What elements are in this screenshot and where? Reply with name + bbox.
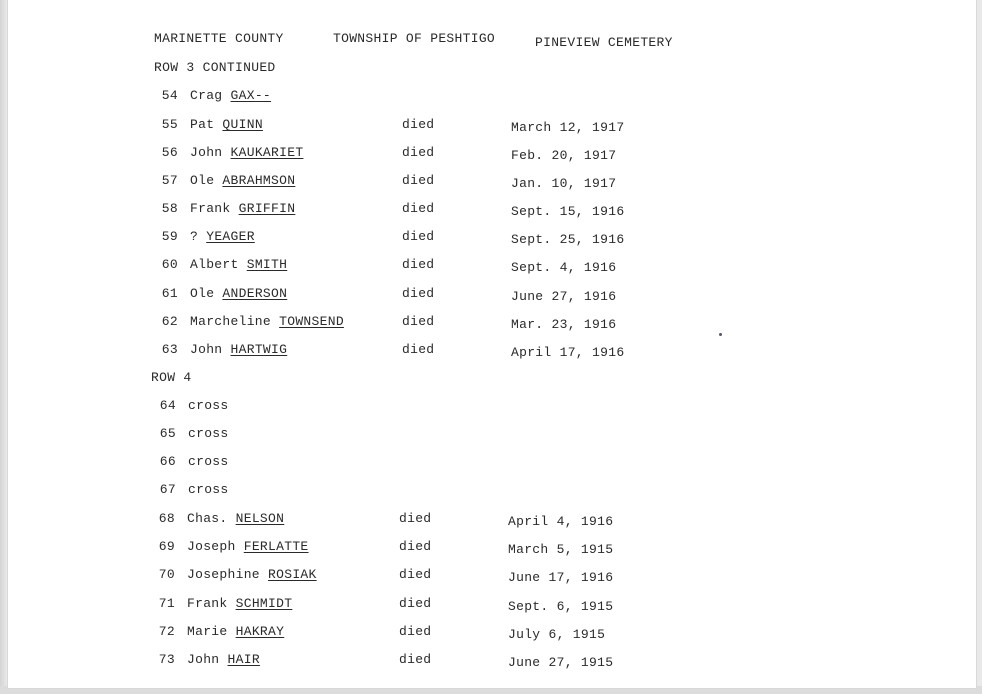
section-title-row-3: ROW 3 CONTINUED — [154, 60, 276, 75]
entry-status: died — [399, 539, 432, 554]
header-county: MARINETTE COUNTY — [154, 31, 284, 46]
entry-number: 72 — [158, 624, 175, 639]
entry-name — [187, 567, 317, 582]
surname: GAX-- — [230, 88, 272, 103]
entry-number: 67 — [159, 482, 176, 497]
entry-number: 61 — [161, 286, 178, 301]
section-title-row-4: ROW 4 — [151, 370, 192, 385]
entry-name — [190, 314, 344, 329]
surname: TOWNSEND — [279, 314, 344, 329]
entry-name: cross — [188, 398, 229, 413]
entry-name — [190, 173, 295, 188]
burial-entry — [156, 229, 676, 247]
entry-status: died — [402, 201, 435, 216]
entry-number: 69 — [158, 539, 175, 554]
entry-name — [190, 286, 287, 301]
header-township: TOWNSHIP OF PESHTIGO — [333, 31, 496, 46]
entry-number: 57 — [161, 173, 178, 188]
burial-entry — [153, 624, 673, 642]
entry-name — [190, 342, 287, 357]
entry-number: 65 — [159, 426, 176, 441]
given-name: Ole — [190, 173, 215, 188]
entry-name — [190, 257, 287, 272]
given-name: Ole — [190, 286, 215, 301]
surname: NELSON — [235, 511, 285, 526]
entry-status: died — [399, 624, 432, 639]
ink-speck — [719, 333, 722, 336]
entry-status: died — [399, 596, 432, 611]
entry-name — [190, 88, 271, 103]
surname: HARTWIG — [230, 342, 288, 357]
entry-status: died — [402, 145, 435, 160]
entry-name — [187, 511, 284, 526]
entry-number: 63 — [161, 342, 178, 357]
entry-name — [190, 145, 303, 160]
entry-date: Sept. 15, 1916 — [511, 204, 625, 219]
entry-number: 58 — [161, 201, 178, 216]
entry-status: died — [402, 117, 435, 132]
entry-status: died — [402, 314, 435, 329]
entry-date: July 6, 1915 — [508, 627, 606, 642]
entry-date: June 27, 1915 — [508, 655, 614, 670]
given-name: John — [187, 652, 220, 667]
surname: ABRAHMSON — [222, 173, 296, 188]
entry-date: Sept. 4, 1916 — [511, 260, 617, 275]
entry-number: 55 — [161, 117, 178, 132]
burial-entry — [154, 398, 674, 416]
surname: GRIFFIN — [238, 201, 296, 216]
surname: SCHMIDT — [235, 596, 293, 611]
burial-entry — [156, 342, 676, 360]
surname: QUINN — [222, 117, 263, 132]
entry-name: cross — [188, 482, 229, 497]
burial-entry — [153, 567, 673, 585]
entry-number: 68 — [158, 511, 175, 526]
burial-entry — [156, 117, 676, 135]
given-name: Chas. — [187, 511, 228, 526]
entry-status: died — [402, 229, 435, 244]
burial-entry — [154, 426, 674, 444]
given-name: Frank — [190, 201, 231, 216]
given-name: Josephine — [187, 567, 260, 582]
entry-number: 60 — [161, 257, 178, 272]
burial-entry — [156, 173, 676, 191]
burial-entry — [153, 511, 673, 529]
given-name: ? — [190, 229, 199, 244]
burial-entry — [156, 286, 676, 304]
entry-number: 56 — [161, 145, 178, 160]
entry-number: 59 — [161, 229, 178, 244]
entry-status: died — [399, 652, 432, 667]
burial-entry — [153, 539, 673, 557]
given-name: Marcheline — [190, 314, 272, 329]
given-name: Joseph — [187, 539, 236, 554]
burial-entry — [156, 314, 676, 332]
burial-entry — [154, 482, 674, 500]
entry-date: Feb. 20, 1917 — [511, 148, 617, 163]
entry-name — [187, 596, 292, 611]
surname: KAUKARIET — [230, 145, 304, 160]
entry-date: June 27, 1916 — [511, 289, 617, 304]
given-name: Crag — [190, 88, 223, 103]
entry-date: March 5, 1915 — [508, 542, 614, 557]
entry-number: 54 — [161, 88, 178, 103]
entry-name — [187, 624, 284, 639]
entry-name — [190, 229, 255, 244]
entry-name — [190, 201, 295, 216]
given-name: Pat — [190, 117, 215, 132]
surname: ROSIAK — [268, 567, 317, 582]
given-name: John — [190, 342, 223, 357]
entry-number: 62 — [161, 314, 178, 329]
entry-status: died — [399, 567, 432, 582]
surname: HAKRAY — [235, 624, 285, 639]
entry-date: June 17, 1916 — [508, 570, 614, 585]
entry-number: 71 — [158, 596, 175, 611]
entry-date: Sept. 6, 1915 — [508, 599, 614, 614]
surname: ANDERSON — [222, 286, 288, 301]
page-edge-shadow — [0, 0, 8, 694]
burial-entry — [153, 652, 673, 670]
surname: SMITH — [246, 257, 288, 272]
entry-number: 73 — [158, 652, 175, 667]
surname: YEAGER — [206, 229, 255, 244]
surname: FERLATTE — [243, 539, 309, 554]
given-name: Frank — [187, 596, 228, 611]
entry-number: 66 — [159, 454, 176, 469]
entry-number: 70 — [158, 567, 175, 582]
entry-status: died — [402, 257, 435, 272]
burial-entry — [156, 145, 676, 163]
entry-name — [190, 117, 263, 132]
entry-date: March 12, 1917 — [511, 120, 625, 135]
entry-name: cross — [188, 426, 229, 441]
entry-status: died — [399, 511, 432, 526]
burial-entry — [156, 201, 676, 219]
entry-date: Jan. 10, 1917 — [511, 176, 617, 191]
entry-date: April 4, 1916 — [508, 514, 614, 529]
burial-entry — [154, 454, 674, 472]
entry-number: 64 — [159, 398, 176, 413]
entry-name — [187, 539, 309, 554]
entry-status: died — [402, 342, 435, 357]
header-cemetery: PINEVIEW CEMETERY — [535, 35, 673, 50]
entry-date: Mar. 23, 1916 — [511, 317, 617, 332]
entry-name — [187, 652, 260, 667]
entry-date: April 17, 1916 — [511, 345, 625, 360]
entry-date: Sept. 25, 1916 — [511, 232, 625, 247]
surname: HAIR — [227, 652, 260, 667]
burial-entry — [156, 88, 676, 106]
burial-entry — [153, 596, 673, 614]
given-name: Marie — [187, 624, 228, 639]
entry-status: died — [402, 286, 435, 301]
entry-name: cross — [188, 454, 229, 469]
given-name: John — [190, 145, 223, 160]
burial-entry — [156, 257, 676, 275]
entry-status: died — [402, 173, 435, 188]
given-name: Albert — [190, 257, 239, 272]
